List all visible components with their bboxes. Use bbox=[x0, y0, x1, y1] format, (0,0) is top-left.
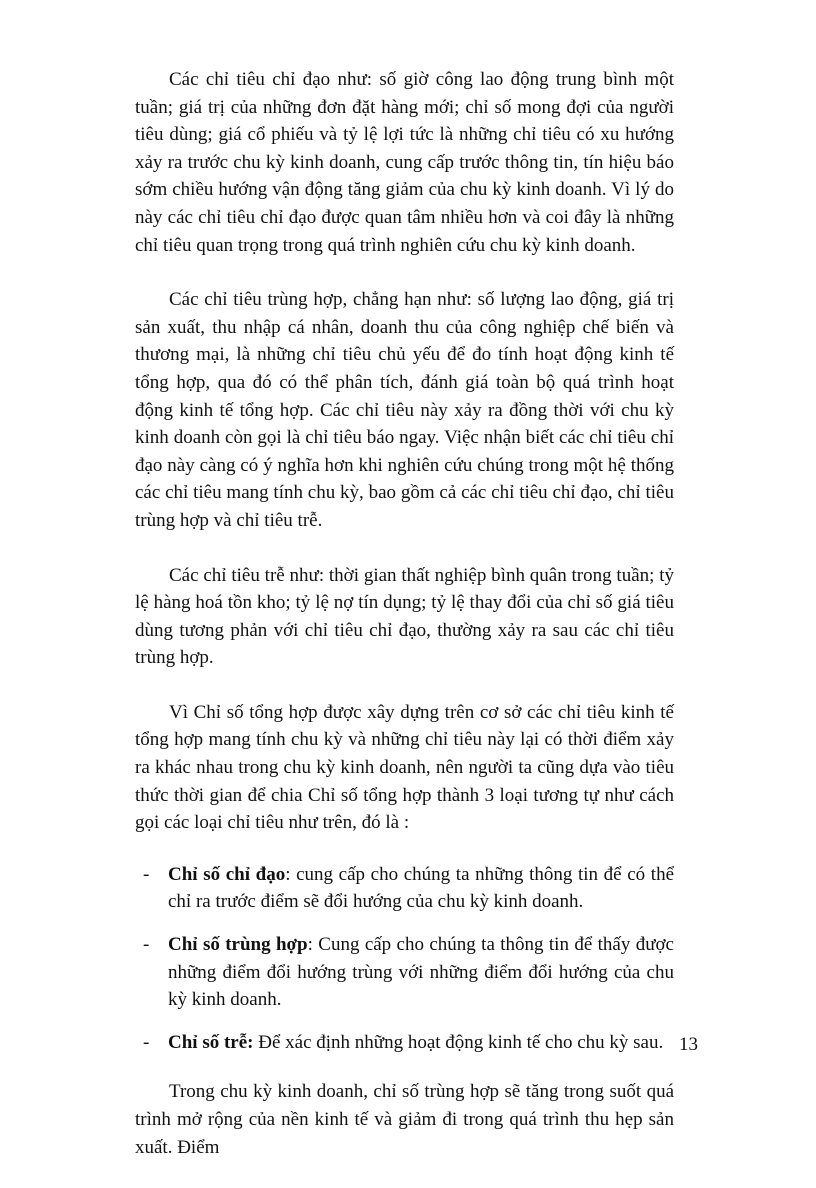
paragraph-composite-index-intro: Vì Chỉ số tổng hợp được xây dựng trên cơ sở các chỉ tiêu kinh tế tổng hợp mang tính chu kỳ và những chỉ tiêu này lại có thời điểm xảy ra khác nhau trong chu kỳ kinh doanh, nên người ta cũng dựa vào tiêu thức thời gian để chia Chỉ số tổng hợp thành 3 loại tương tự như cách gọi các loại chỉ tiêu như trên, đó là : bbox=[135, 701, 674, 834]
list-item-leading-index bbox=[135, 861, 674, 916]
list-bullet-dash: - bbox=[143, 863, 150, 885]
list-item-lagging-index bbox=[135, 1029, 674, 1057]
list-item-text: Để xác định những hoạt động kinh tế cho chu kỳ sau. bbox=[253, 1031, 664, 1053]
paragraph-coincident-indicators: Các chỉ tiêu trùng hợp, chẳng hạn như: số lượng lao động, giá trị sản xuất, thu nhập cá nhân, doanh thu của công nghiệp chế biến và thương mại, là những chỉ tiêu chủ yếu để đo tính hoạt động kinh tế tổng hợp, qua đó có thể phân tích, đánh giá toàn bộ quá trình hoạt động kinh tế tổng hợp. Các chỉ tiêu này xảy ra đồng thời với chu kỳ kinh doanh còn gọi là chỉ tiêu báo ngay. Việc nhận biết các chỉ tiêu chỉ đạo này càng có ý nghĩa hơn khi nghiên cứu chúng trong một hệ thống các chỉ tiêu mang tính chu kỳ, bao gồm cả các chỉ tiêu chỉ đạo, chỉ tiêu trùng hợp và chỉ tiêu trễ. bbox=[135, 289, 674, 531]
list-item-text: : cung cấp cho chúng ta những thông tin để có thể chỉ ra trước điểm sẽ đổi hướng của chu kỳ kinh doanh. bbox=[168, 863, 674, 913]
paragraph-leading-indicators: Các chỉ tiêu chỉ đạo như: số giờ công lao động trung bình một tuần; giá trị của những đơn đặt hàng mới; chỉ số mong đợi của người tiêu dùng; giá cổ phiếu và tỷ lệ lợi tức là những chỉ tiêu có xu hướng xảy ra trước chu kỳ kinh doanh, cung cấp trước thông tin, tín hiệu báo sớm chiều hướng vận động tăng giảm của chu kỳ kinh doanh. Vì lý do này các chỉ tiêu chỉ đạo được quan tâm nhiều hơn và coi đây là những chỉ tiêu quan trọng trong quá trình nghiên cứu chu kỳ kinh doanh. bbox=[135, 69, 674, 256]
list-item-text: : Cung cấp cho chúng ta thông tin để thấy được những điểm đổi hướng trùng với những điểm đổi hướng của chu kỳ kinh doanh. bbox=[168, 934, 674, 1011]
paragraph-business-cycle-closing: Trong chu kỳ kinh doanh, chỉ số trùng hợp sẽ tăng trong suốt quá trình mở rộng của nền kinh tế và giảm đi trong quá trình thu hẹp sản xuất. Điểm bbox=[135, 1081, 674, 1158]
list-item-term: Chỉ số trùng hợp bbox=[168, 934, 308, 956]
list-bullet-dash: - bbox=[143, 934, 150, 956]
list-item-coincident-index bbox=[135, 931, 674, 1014]
index-types-list bbox=[135, 861, 674, 1057]
list-bullet-dash: - bbox=[143, 1031, 150, 1053]
paragraph-lagging-indicators: Các chỉ tiêu trễ như: thời gian thất nghiệp bình quân trong tuần; tỷ lệ hàng hoá tồn kho; tỷ lệ nợ tín dụng; tỷ lệ thay đổi của chỉ số giá tiêu dùng tương phản với chỉ tiêu chỉ đạo, thường xảy ra sau các chỉ tiêu trùng hợp. bbox=[135, 564, 674, 669]
page-number: 13 bbox=[679, 1034, 698, 1055]
document-body bbox=[135, 66, 674, 1188]
list-item-term: Chỉ số chỉ đạo bbox=[168, 863, 286, 885]
list-item-term: Chỉ số trễ: bbox=[168, 1031, 254, 1053]
